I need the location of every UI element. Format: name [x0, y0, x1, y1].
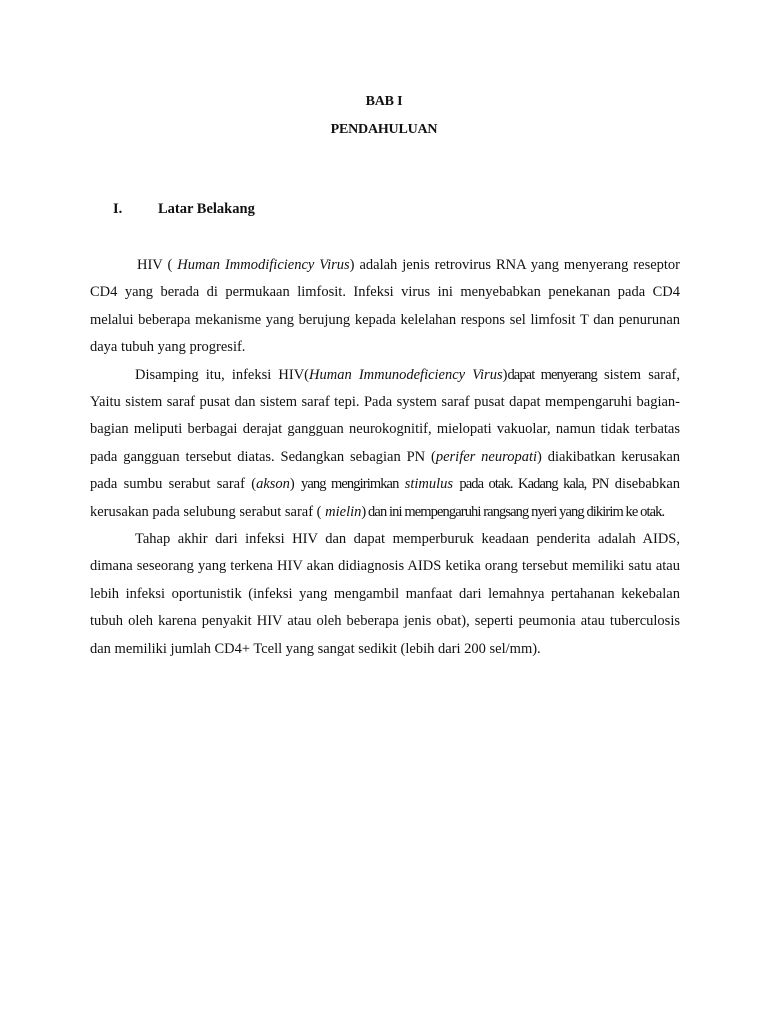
- p1-text-c: ) adalah jenis retrovirus RNA yang menyerang reseptor CD4 yang berada di permukaan limfosit. Infeksi virus ini menyebabkan penekanan pada CD4 melalui beberapa mekanisme yang berujung kepada kelelahan respons sel limfosit T dan penurunan daya tubuh yang progresif.: [90, 257, 681, 356]
- p2-condensed-r: dan ini mempengaruhi rangsang nyeri yang dikirim ke otak.: [365, 503, 665, 520]
- section-number: I.: [113, 201, 123, 217]
- p2-italic-akson: akson: [256, 476, 290, 493]
- paragraph-2: [90, 362, 680, 526]
- paragraph-3: Tahap akhir dari infeksi HIV dan dapat memperburuk keadaan penderita adalah AIDS, dimana seseorang yang terkena HIV akan didiagnosis AIDS ketika orang tersebut memiliki satu atau lebih infeksi oportunistik (infeksi yang mengambil manfaat dari lemahnya pertahanan kekebalan tubuh oleh karena penyakit HIV atau oleh beberapa jenis obat), seperti peumonia atau tuberculosis dan memiliki jumlah CD4+ Tcell yang sangat sedikit (lebih dari 200 sel/mm).: [90, 531, 680, 657]
- section-title: Latar Belakang: [158, 201, 255, 217]
- p2-condensed-j: yang mengirimkan: [301, 476, 399, 493]
- p2-text-a: Disamping itu, infeksi HIV(: [135, 366, 310, 383]
- p1-italic-term: Human Immodificiency Virus: [177, 257, 350, 273]
- p2-text-e: sistem saraf, Yaitu sistem saraf pusat dan sistem saraf tepi. Pada system saraf pusat dapat mempengaruhi bagian-bagian meliputi berbagai derajat gangguan neurokognitif, mielopati vakuolar, namun tidak terbatas pada gangguan tersebut diatas. Sedangkan sebagian PN (: [90, 366, 680, 465]
- p2-condensed-d: dapat menyerang: [507, 366, 597, 383]
- section-heading: [113, 201, 255, 218]
- p2-italic-perifer: perifer neuropati: [435, 448, 538, 465]
- p2-text-g: ) diakibatkan kerusakan pada sumbu serabut saraf (: [90, 448, 681, 493]
- p2-text-q: ): [361, 503, 366, 520]
- p2-italic-stimulus: stimulus: [404, 476, 454, 493]
- paragraph-1: [90, 252, 680, 362]
- p2-italic-term: Human Immunodeficiency Virus: [309, 366, 503, 383]
- p2-text-i: ): [289, 476, 302, 493]
- p2-italic-mielin: mielin: [325, 503, 362, 520]
- p1-text-a: HIV (: [137, 257, 178, 273]
- p2-text-c: ): [502, 366, 508, 383]
- p2-text-o: disebabkan kerusakan pada selubung serabut saraf (: [90, 476, 681, 520]
- p2-condensed-n: pada otak. Kadang kala, PN: [459, 476, 609, 493]
- body-text: [90, 252, 680, 663]
- chapter-title: PENDAHULUAN: [330, 122, 438, 137]
- chapter-number: BAB I: [365, 94, 403, 109]
